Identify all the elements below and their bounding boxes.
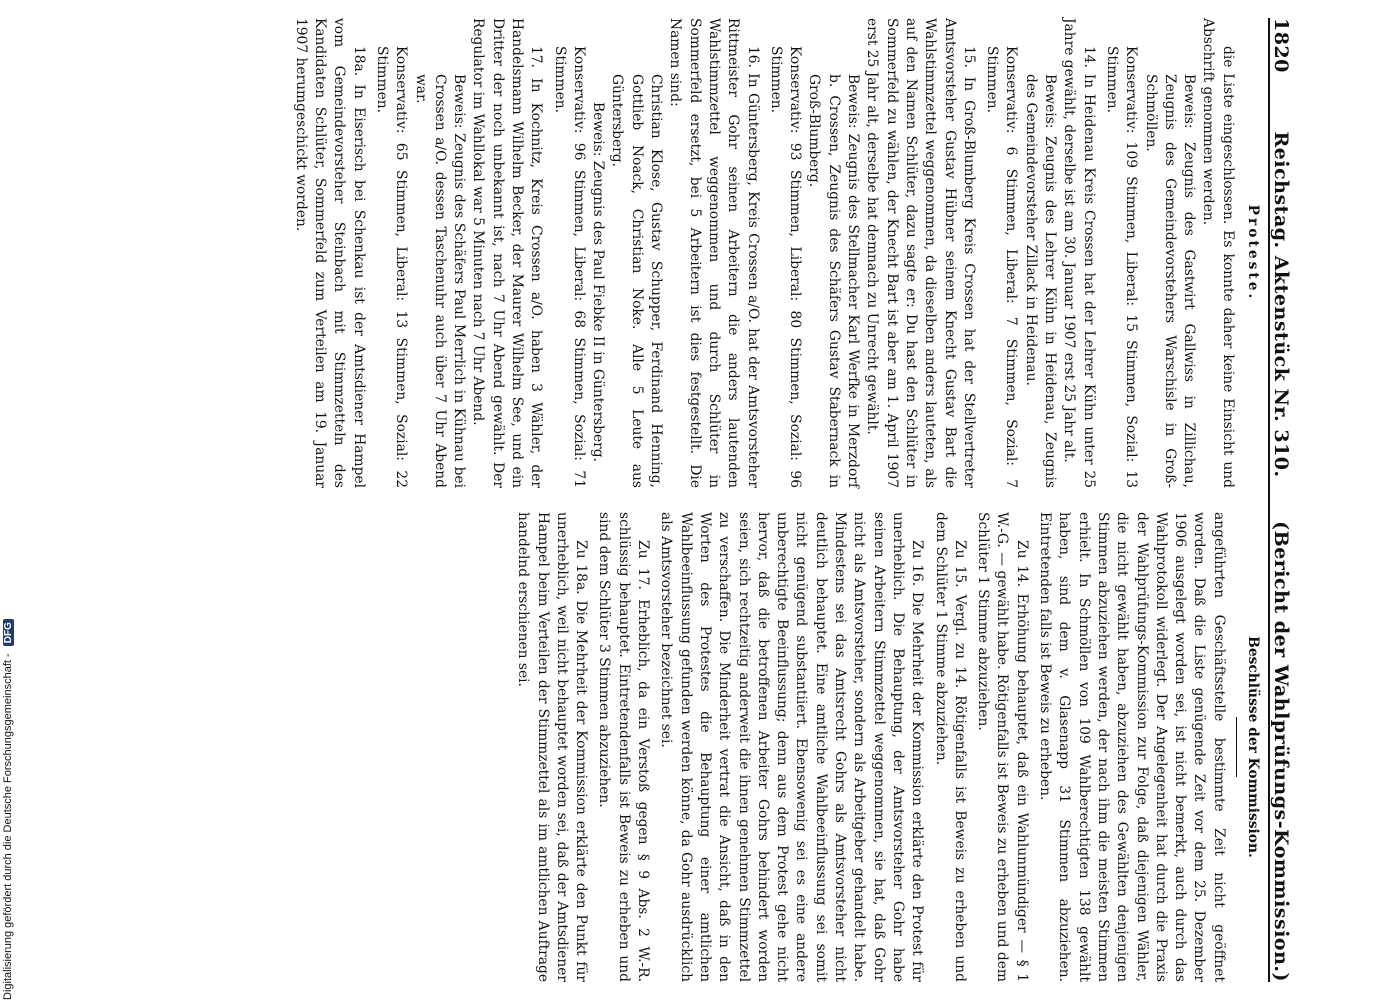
vote-count: Konservativ: 109 Stimmen, Liberal: 15 Stimmen, Sozial: 13 Stimmen. [1103, 46, 1140, 488]
vote-count: Konservativ: 6 Stimmen, Liberal: 7 Stimmen, Sozial: 7 Stimmen. [984, 46, 1020, 488]
evidence-paragraph: Beweis: Zeugnis des Paul Fiebke II in Güntersberg. [590, 102, 607, 462]
paragraph: die Liste eingeschlossen. Es konnte daher keine Einsicht und Abschrift genommen werden. [1200, 18, 1236, 488]
paragraph: Zu 15. Vergl. zu 14. Rötigenfalls ist Beweis zu erheben und dem Schlüter 1 Stimme abzuziehen. [932, 512, 968, 982]
paragraph: 14. In Heidenau Kreis Crossen hat der Lehrer Kühn unter 25 Jahre gewählt, derselbe ist am 30. Januar 1907 erst 25 Jahr alt. [1061, 18, 1097, 488]
paragraph: 17. In Kochnitz, Kreis Crossen a/O. haben 3 Wähler, der Handelsmann Wilhelm Becker, der Maurer Wilhelm See, und ein Dritter der noch unbekannt ist, nach 7 Uhr Abend gewählt. Der Regulator im Wahllokal war 5 Minuten nach 7 Uhr Abend. [470, 18, 545, 488]
page-number: 1820 [1270, 18, 1292, 73]
credit-text: Digitalisierung gefördert durch die Deutsche Forschungsgemeinschaft - [2, 653, 14, 1000]
header-center-title: Reichstag. Aktenstück Nr. 310. [1270, 131, 1292, 478]
page-header [1268, 18, 1300, 982]
paragraph: 15. In Groß-Blumberg Kreis Crossen hat der Stellvertreter Amtsvorsteher Gustav Hübner seinem Knecht Gustav Bart die Wahlstimmzettel weggenommen, da dieselben anders lauteten, als auf den Namen Schlüter, dazu sagte er: Du hast den Schlüter in Sommerfeld zu wählen, der Knecht Bart ist aber am 1. April 1907 erst 25 Jahr alt, derselbe hat demnach zu Unrecht gewählt. [864, 18, 977, 488]
digitization-credit [2, 0, 18, 1000]
dfg-logo-icon: DFG [3, 619, 14, 646]
paragraph: Zu 17. Erheblich, da ein Verstoß gegen § 9 Abs. 2 W.-R. schlüssig behauptet. Eintretendenfalls ist Beweis zu erheben und sind dem Schlüter 3 Stimmen abzuziehen. [596, 512, 652, 982]
title-rule [1236, 717, 1237, 777]
paragraph: 16. In Güntersberg, Kreis Crossen a/O. hat der Amtsvorsteher Rittmeister Gohr seinen Arbeitern die anders lautenden Wahlstimmzettel weggenommen und durch Schlüter in Sommerfeld ersetzt, bei 5 Arbeitern ist dies festgestellt. Die Namen sind: [667, 18, 761, 488]
vote-count: Konservativ: 93 Stimmen, Liberal: 80 Stimmen, Sozial: 96 Stimmen. [767, 46, 804, 488]
left-column-title: Proteste. [1245, 204, 1261, 302]
left-column-protests [290, 18, 1262, 488]
paragraph: 18a. In Eiserisch bei Schenkau ist der Amtsdiener Hampel vom Gemeindevorsteher Steinbach mit Stimmzetteln des Kandidaten Schlüter, Sommerfeld zum Verteilen am 19. Januar 1907 herumgeschickt worden. [292, 18, 367, 488]
vote-count: Konservativ: 65 Stimmen, Liberal: 13 Stimmen, Sozial: 22 Stimmen. [373, 46, 410, 488]
evidence-paragraph: Beweis: Zeugnis des Schäfers Paul Merrlich in Kühnau bei Crossen a/O. dessen Taschenuhr auch über 7 Uhr Abend war. [412, 74, 468, 488]
paragraph: angeführten Geschäftsstelle bestimmte Zeit nicht geöffnet worden. Daß die Liste genügende Zeit vor dem 25. Dezember 1906 ausgelegt worden sei, ist nicht bemerkt, auch durch das Wahlprotokoll widerlegt. Der Angelegenheit hat durch die Praxis der Wahlprüfungs-Kommission zur Folge, daß diejenigen Wähler, die nicht gewählt haben, abzuziehen des Gewählten denjenigen Stimmen abzuziehen werden, der nach ihm die meisten Stimmen erhielt. In Schmöllen von 109 Wahlberechtigten 138 gewählt haben, sind dem v. Glasenapp 31 Stimmen abzuziehen. Eintretenden falls ist Beweis zu erheben. [1037, 512, 1227, 982]
paragraph: Zu 14. Erhöhung behauptet, daß ein Wahlunmündiger — § 1 W.-G. — gewählt habe. Rötigenfalls ist Beweis zu erheben und dem Schlüter 1 Stimme abzuziehen. [975, 512, 1030, 982]
evidence-paragraph: Beweis: Zeugnis des Gastwirt Gallwiss in Zillichau, Zeugnis des Gemeindevorstehers Warschisle in Groß-Schmöllen. [1142, 74, 1198, 488]
right-column-decisions [513, 512, 1262, 982]
right-column-title: Beschlüsse der Kommission. [1245, 636, 1261, 858]
header-right-title: (Bericht der Wahlprüfungs-Kommission.) [1270, 521, 1292, 982]
evidence-paragraph: Beweis: Zeugnis des Lehrer Kühn in Heidenau, Zeugnis des Gemeindevorsteher Zillack in Heidenau. [1022, 74, 1059, 488]
names-list: Christian Klose, Gustav Schupper, Ferdinand Henning, Gottlieb Noack, Christian Noke. Alle 5 Leute aus Güntersberg. [609, 74, 665, 488]
vote-count: Konservativ: 96 Stimmen, Liberal: 68 Stimmen, Sozial: 71 Stimmen. [551, 46, 587, 488]
paragraph: Zu 18a. Die Mehrheit der Kommission erklärte den Punkt für unerheblich, weil nicht behauptet worden sei, daß der Amtsdiener Hampel beim Verteilen der Stimmzettel als im amtlichen Auftrage handelnd erschienen sei. [515, 512, 590, 982]
paragraph: Zu 16. Die Mehrheit der Kommission erklärte den Protest für unerheblich. Die Behauptung, der Amtsvorsteher Gohr habe seinen Arbeitern Stimmzettel weggenommen, sie hat, daß Gohr nicht als Amtsvorsteher, sondern als Arbeitgeber gehandelt habe. Mindestens sei das Amtsrecht Gohrs als Amtsvorsteher nicht deutlich behauptet. Eine amtliche Wahlbeeinflussung sei somit nicht genügend substantiiert. Ebensowenig sei es eine andere unberechtigte Beeinflussung; denn aus dem Protest gehe nicht hervor, daß die betroffenen Arbeiter Gohrs behindert worden seien, sich rechtzeitig anderweit die ihnen genehmen Stimmzettel zu verschaffen. Die Minderheit vertrat die Ansicht, daß in den Worten des Protestes die Behauptung einer amtlichen Wahlbeeinflussung gefunden werden könne, da Gohr ausdrücklich als Amtsvorsteher bezeichnet sei. [658, 512, 926, 982]
evidence-paragraph: Beweis: Zeugnis des Stellmacher Karl Werfke in Merzdorf b. Crossen, Zeugnis des Schäfers Gustav Stabernack in Groß-Blumberg. [806, 74, 862, 488]
